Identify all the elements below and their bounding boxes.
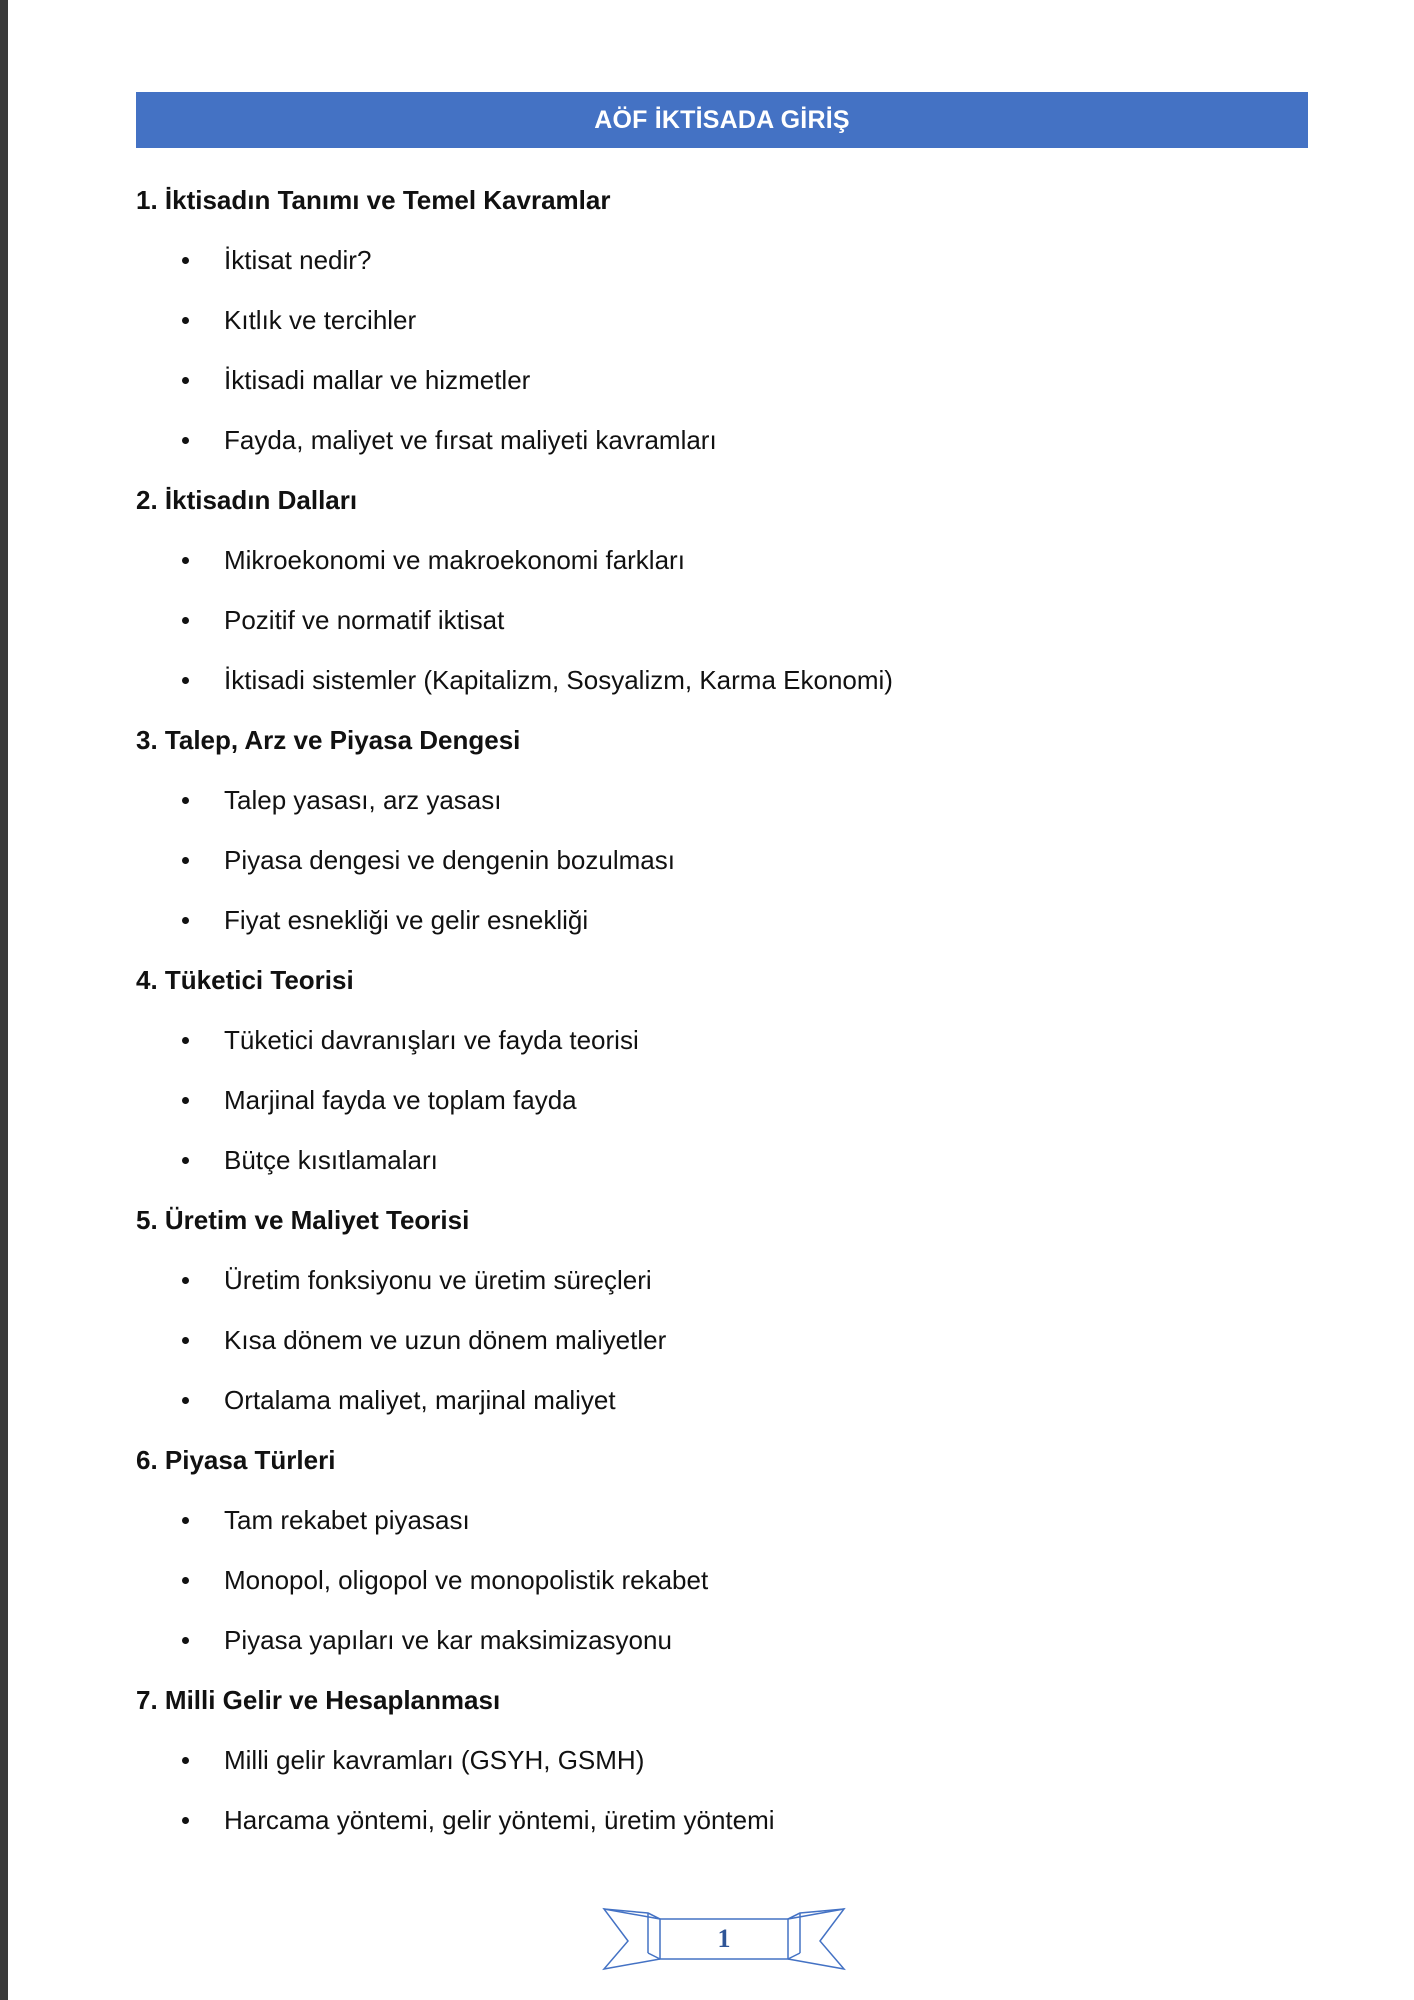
list-item-text: Talep yasası, arz yasası <box>224 785 502 815</box>
bullet-list <box>136 770 1308 950</box>
bullet-dot-icon <box>182 1157 189 1164</box>
page-title: AÖF İKTİSADA GİRİŞ <box>594 105 850 134</box>
outline-section <box>136 710 1308 950</box>
section-heading: 6. Piyasa Türleri <box>136 1445 336 1475</box>
section-heading: 1. İktisadın Tanımı ve Temel Kavramlar <box>136 185 611 215</box>
page-number-ribbon <box>600 1905 848 1975</box>
list-item-text: Kısa dönem ve uzun dönem maliyetler <box>224 1325 667 1355</box>
bullet-dot-icon <box>182 1577 189 1584</box>
list-item-text: Fiyat esnekliği ve gelir esnekliği <box>224 905 589 935</box>
page-number: 1 <box>717 1924 731 1953</box>
bullet-dot-icon <box>182 437 189 444</box>
list-item <box>136 1310 1308 1370</box>
bullet-list <box>136 230 1308 470</box>
bullet-list <box>136 1250 1308 1430</box>
bullet-dot-icon <box>182 557 189 564</box>
list-item <box>136 590 1308 650</box>
list-item <box>136 1070 1308 1130</box>
list-item <box>136 830 1308 890</box>
list-item <box>136 1550 1308 1610</box>
outline-section <box>136 470 1308 710</box>
outline-section <box>136 1190 1308 1430</box>
section-heading: 3. Talep, Arz ve Piyasa Dengesi <box>136 725 521 755</box>
list-item-text: Fayda, maliyet ve fırsat maliyeti kavramları <box>224 425 717 455</box>
list-item <box>136 1610 1308 1670</box>
bullet-dot-icon <box>182 1637 189 1644</box>
list-item-text: Monopol, oligopol ve monopolistik rekabet <box>224 1565 709 1595</box>
list-item <box>136 410 1308 470</box>
bullet-list <box>136 530 1308 710</box>
bullet-list <box>136 1730 1308 1850</box>
outline-section <box>136 950 1308 1190</box>
bullet-dot-icon <box>182 1097 189 1104</box>
bullet-dot-icon <box>182 1517 189 1524</box>
list-item <box>136 1250 1308 1310</box>
list-item-text: Mikroekonomi ve makroekonomi farkları <box>224 545 685 575</box>
bullet-dot-icon <box>182 677 189 684</box>
section-heading: 4. Tüketici Teorisi <box>136 965 354 995</box>
list-item <box>136 770 1308 830</box>
section-heading: 2. İktisadın Dalları <box>136 485 358 515</box>
bullet-dot-icon <box>182 797 189 804</box>
list-item-text: Marjinal fayda ve toplam fayda <box>224 1085 577 1115</box>
list-item-text: Ortalama maliyet, marjinal maliyet <box>224 1385 616 1415</box>
bullet-list <box>136 1490 1308 1670</box>
list-item-text: Piyasa yapıları ve kar maksimizasyonu <box>224 1625 672 1655</box>
list-item <box>136 530 1308 590</box>
bullet-dot-icon <box>182 857 189 864</box>
title-banner <box>136 92 1308 148</box>
list-item-text: Bütçe kısıtlamaları <box>224 1145 438 1175</box>
bullet-dot-icon <box>182 1757 189 1764</box>
outline-section <box>136 170 1308 470</box>
list-item <box>136 1490 1308 1550</box>
list-item <box>136 1010 1308 1070</box>
list-item <box>136 290 1308 350</box>
bullet-list <box>136 1010 1308 1190</box>
bullet-dot-icon <box>182 377 189 384</box>
list-item-text: Harcama yöntemi, gelir yöntemi, üretim yöntemi <box>224 1805 775 1835</box>
section-heading: 7. Milli Gelir ve Hesaplanması <box>136 1685 501 1715</box>
list-item-text: Milli gelir kavramları (GSYH, GSMH) <box>224 1745 645 1775</box>
list-item-text: Kıtlık ve tercihler <box>224 305 417 335</box>
list-item <box>136 1130 1308 1190</box>
bullet-dot-icon <box>182 317 189 324</box>
section-heading: 5. Üretim ve Maliyet Teorisi <box>136 1205 470 1235</box>
list-item-text: Tam rekabet piyasası <box>224 1505 470 1535</box>
list-item-text: İktisadi mallar ve hizmetler <box>224 365 531 395</box>
list-item <box>136 230 1308 290</box>
list-item <box>136 350 1308 410</box>
bullet-dot-icon <box>182 1277 189 1284</box>
bullet-dot-icon <box>182 1397 189 1404</box>
list-item <box>136 1790 1308 1850</box>
bullet-dot-icon <box>182 917 189 924</box>
bullet-dot-icon <box>182 1817 189 1824</box>
bullet-dot-icon <box>182 617 189 624</box>
list-item <box>136 1370 1308 1430</box>
list-item-text: İktisat nedir? <box>224 245 372 275</box>
list-item-text: İktisadi sistemler (Kapitalizm, Sosyalizm, Karma Ekonomi) <box>224 665 893 695</box>
bullet-dot-icon <box>182 1037 189 1044</box>
bullet-dot-icon <box>182 257 189 264</box>
list-item <box>136 890 1308 950</box>
bullet-dot-icon <box>182 1337 189 1344</box>
list-item-text: Tüketici davranışları ve fayda teorisi <box>224 1025 639 1055</box>
outline-section <box>136 1670 1308 1850</box>
list-item-text: Piyasa dengesi ve dengenin bozulması <box>224 845 675 875</box>
list-item-text: Pozitif ve normatif iktisat <box>224 605 505 635</box>
list-item-text: Üretim fonksiyonu ve üretim süreçleri <box>224 1265 652 1295</box>
list-item <box>136 650 1308 710</box>
outline-content <box>136 170 1308 1850</box>
list-item <box>136 1730 1308 1790</box>
outline-section <box>136 1430 1308 1670</box>
